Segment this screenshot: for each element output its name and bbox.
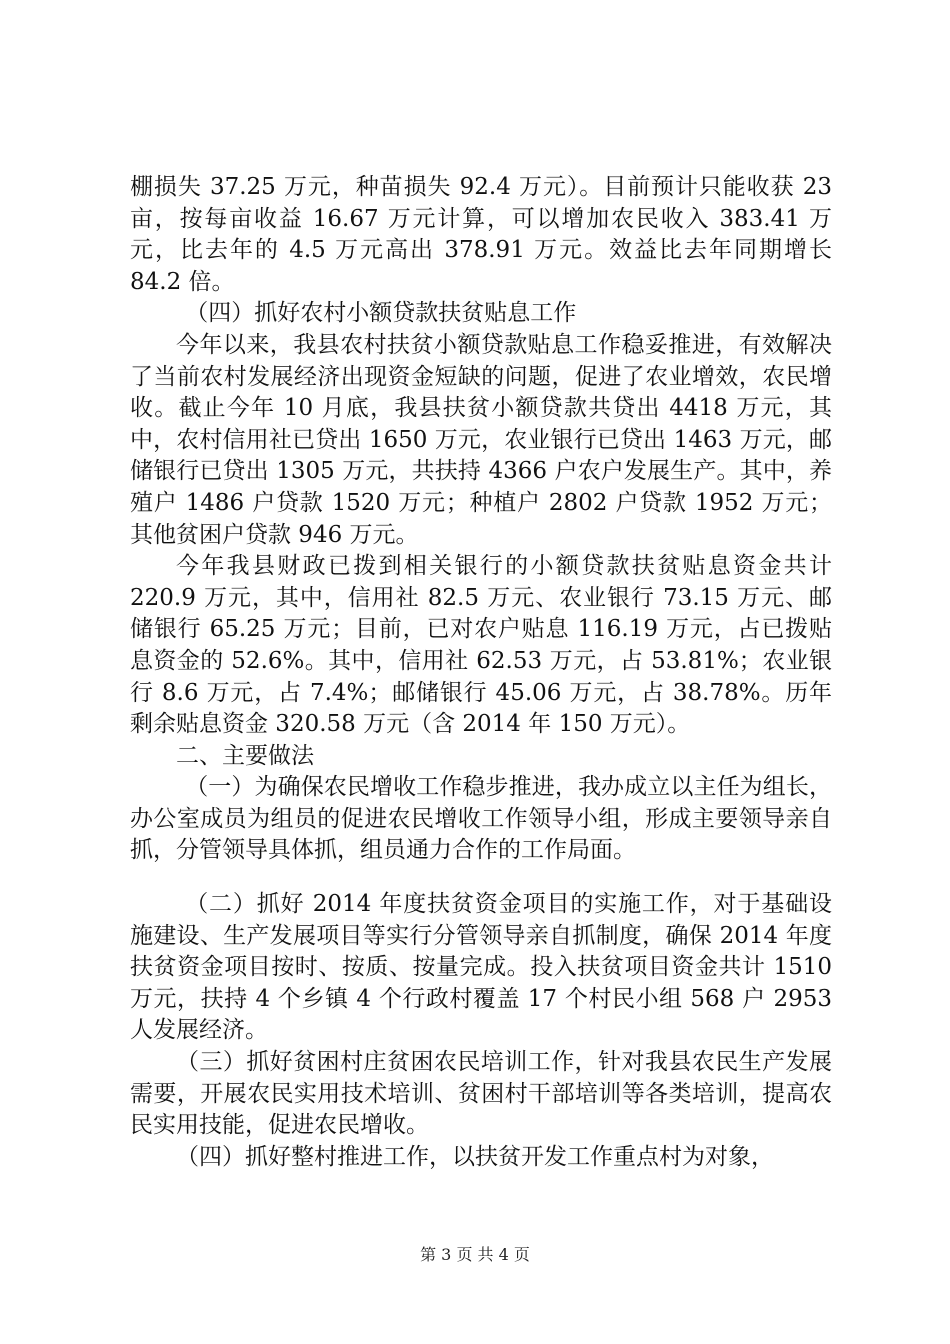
paragraph-practice-3: （三）抓好贫困村庄贫困农民培训工作，针对我县农民生产发展需要，开展农民实用技术培训、贫困村干部培训等各类培训，提高农民实用技能，促进农民增收。 bbox=[130, 1049, 832, 1139]
document-body bbox=[130, 172, 832, 1173]
paragraph-subsidy: 今年我县财政已拨到相关银行的小额贷款扶贫贴息资金共计 220.9 万元，其中，信用社 82.5 万元、农业银行 73.15 万元、邮储银行 65.25 万元；目前，已对农户贴息 116.19 万元，占已拨贴息资金的 52.6%。其中，信用社 62.53 万元，占 53.81%；农业银行 8.6 万元，占 7.4%；邮储银行 45.06 万元，占 38.78%。历年剩余贴息资金 320.58 万元（含 2014 年 150 万元）。 bbox=[130, 553, 832, 738]
paragraph-practice-1: （一）为确保农民增收工作稳步推进，我办成立以主任为组长，办公室成员为组员的促进农民增收工作领导小组，形成主要领导亲自抓，分管领导具体抓，组员通力合作的工作局面。 bbox=[130, 774, 832, 864]
paragraph-practice-4: （四）抓好整村推进工作，以扶贫开发工作重点村为对象， bbox=[176, 1143, 774, 1170]
paragraph-practice-2: （二）抓好 2014 年度扶贫资金项目的实施工作，对于基础设施建设、生产发展项目等实行分管领导亲自抓制度，确保 2014 年度扶贫资金项目按时、按质、按量完成。投入扶贫项目资金共计 1510 万元，扶持 4 个乡镇 4 个行政村覆盖 17 个村民小组 568 户 2953 人发展经济。 bbox=[130, 891, 832, 1044]
page-footer: 第 3 页 共 4 页 bbox=[420, 1245, 530, 1264]
paragraph-loans: 今年以来，我县农村扶贫小额贷款贴息工作稳妥推进，有效解决了当前农村发展经济出现资金短缺的问题，促进了农业增效，农民增收。截止今年 10 月底，我县扶贫小额贷款共贷出 4418 万元，其中，农村信用社已贷出 1650 万元，农业银行已贷出 1463 万元，邮储银行已贷出 1305 万元，共扶持 4366 户农户发展生产。其中，养殖户 1486 户贷款 1520 万元；种植户 2802 户贷款 1952 万元；其他贫困户贷款 946 万元。 bbox=[130, 331, 832, 548]
section-heading-main-practices: 二、主要做法 bbox=[176, 742, 314, 769]
paragraph-1: 棚损失 37.25 万元，种苗损失 92.4 万元）。目前预计只能收获 23 亩，按每亩收益 16.67 万元计算，可以增加农民收入 383.41 万元，比去年的 4.5 万元高出 378.91 万元。效益比去年同期增长 84.2 倍。 bbox=[130, 174, 832, 295]
section-heading-4: （四）抓好农村小额贷款扶贫贴息工作 bbox=[185, 300, 577, 327]
